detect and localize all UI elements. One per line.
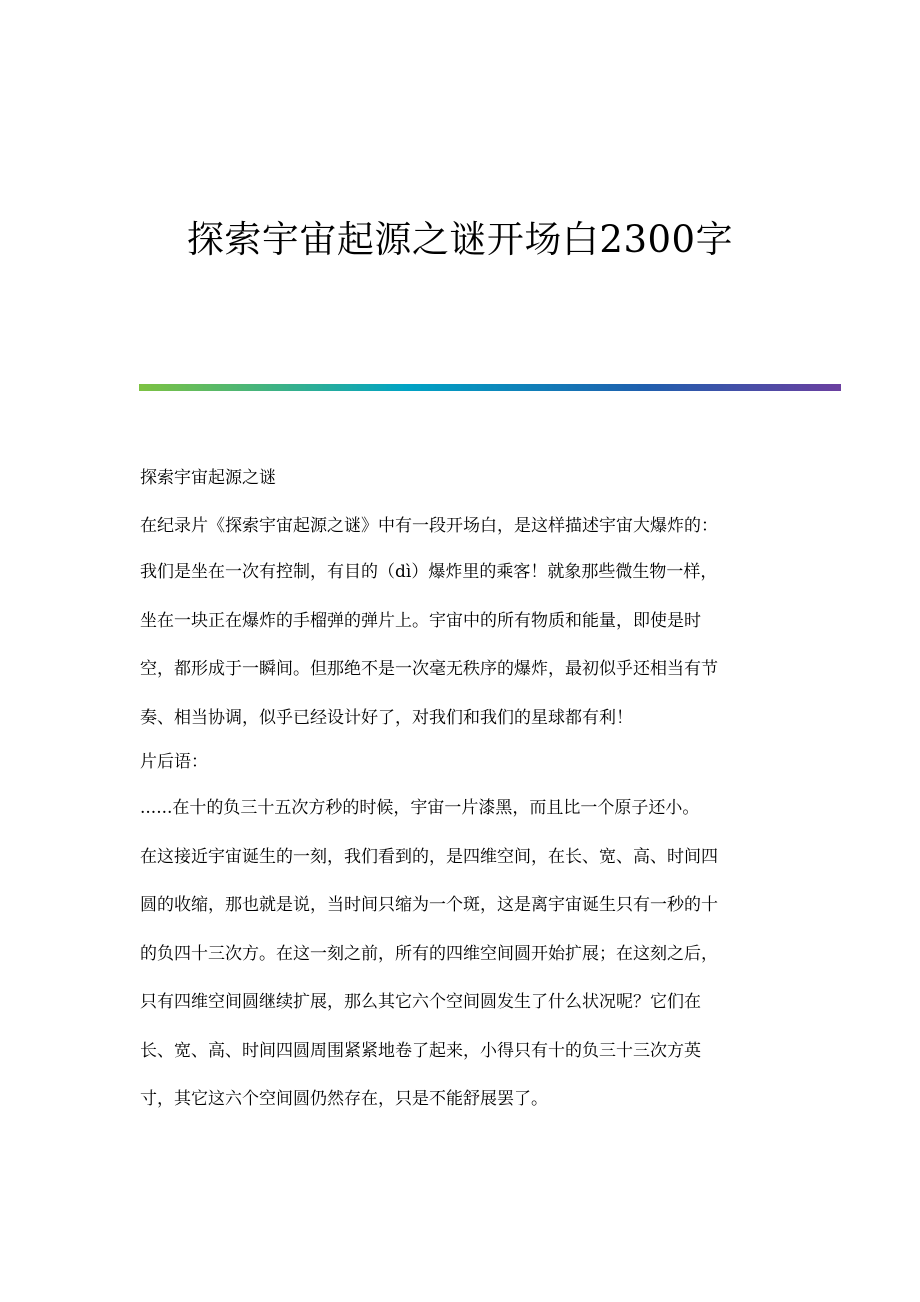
text-line: 圆的收缩，那也就是说，当时间只缩为一个斑，这是离宇宙诞生只有一秒的十: [140, 895, 718, 915]
paragraph-intro: [140, 512, 840, 540]
document-title: 探索宇宙起源之谜开场白2300字: [186, 218, 734, 261]
text-line: 的负四十三次方。在这一刻之前，所有的四维空间圆开始扩展；在这刻之后，: [140, 943, 718, 964]
paragraph-heading: [140, 464, 840, 492]
document-body: [140, 464, 840, 1128]
text-line: 空，都形成于一瞬间。但那绝不是一次毫无秩序的爆炸，最初似乎还相当有节: [140, 659, 718, 679]
paragraph-afterword: [140, 784, 840, 1124]
paragraph-quote: [140, 548, 840, 742]
text-line: 片后语：: [140, 752, 208, 772]
text-line: 坐在一块正在爆炸的手榴弹的弹片上。宇宙中的所有物质和能量，即使是时: [140, 610, 701, 631]
text-line: 我们是坐在一次有控制，有目的（dì）爆炸里的乘客！就象那些微生物一样，: [140, 562, 718, 582]
text-line: 长、宽、高、时间四圆周围紧紧地卷了起来，小得只有十的负三十三次方英: [140, 1040, 701, 1061]
text-line: 在纪录片《探索宇宙起源之谜》中有一段开场白，是这样描述宇宙大爆炸的：: [140, 516, 718, 536]
title-divider: [139, 384, 841, 391]
text-line: 只有四维空间圆继续扩展，那么其它六个空间圆发生了什么状况呢？它们在: [140, 992, 701, 1012]
text-line: ......在十的负三十五次方秒的时候，宇宙一片漆黑，而且比一个原子还小。: [140, 798, 700, 818]
text-line: 在这接近宇宙诞生的一刻，我们看到的，是四维空间，在长、宽、高、时间四: [140, 846, 718, 867]
paragraph-afterword-label: [140, 748, 840, 776]
text-line: 探索宇宙起源之谜: [140, 468, 276, 488]
text-line: 寸，其它这六个空间圆仍然存在，只是不能舒展罢了。: [140, 1089, 548, 1109]
text-line: 奏、相当协调，似乎已经设计好了，对我们和我们的星球都有利！: [140, 707, 633, 728]
